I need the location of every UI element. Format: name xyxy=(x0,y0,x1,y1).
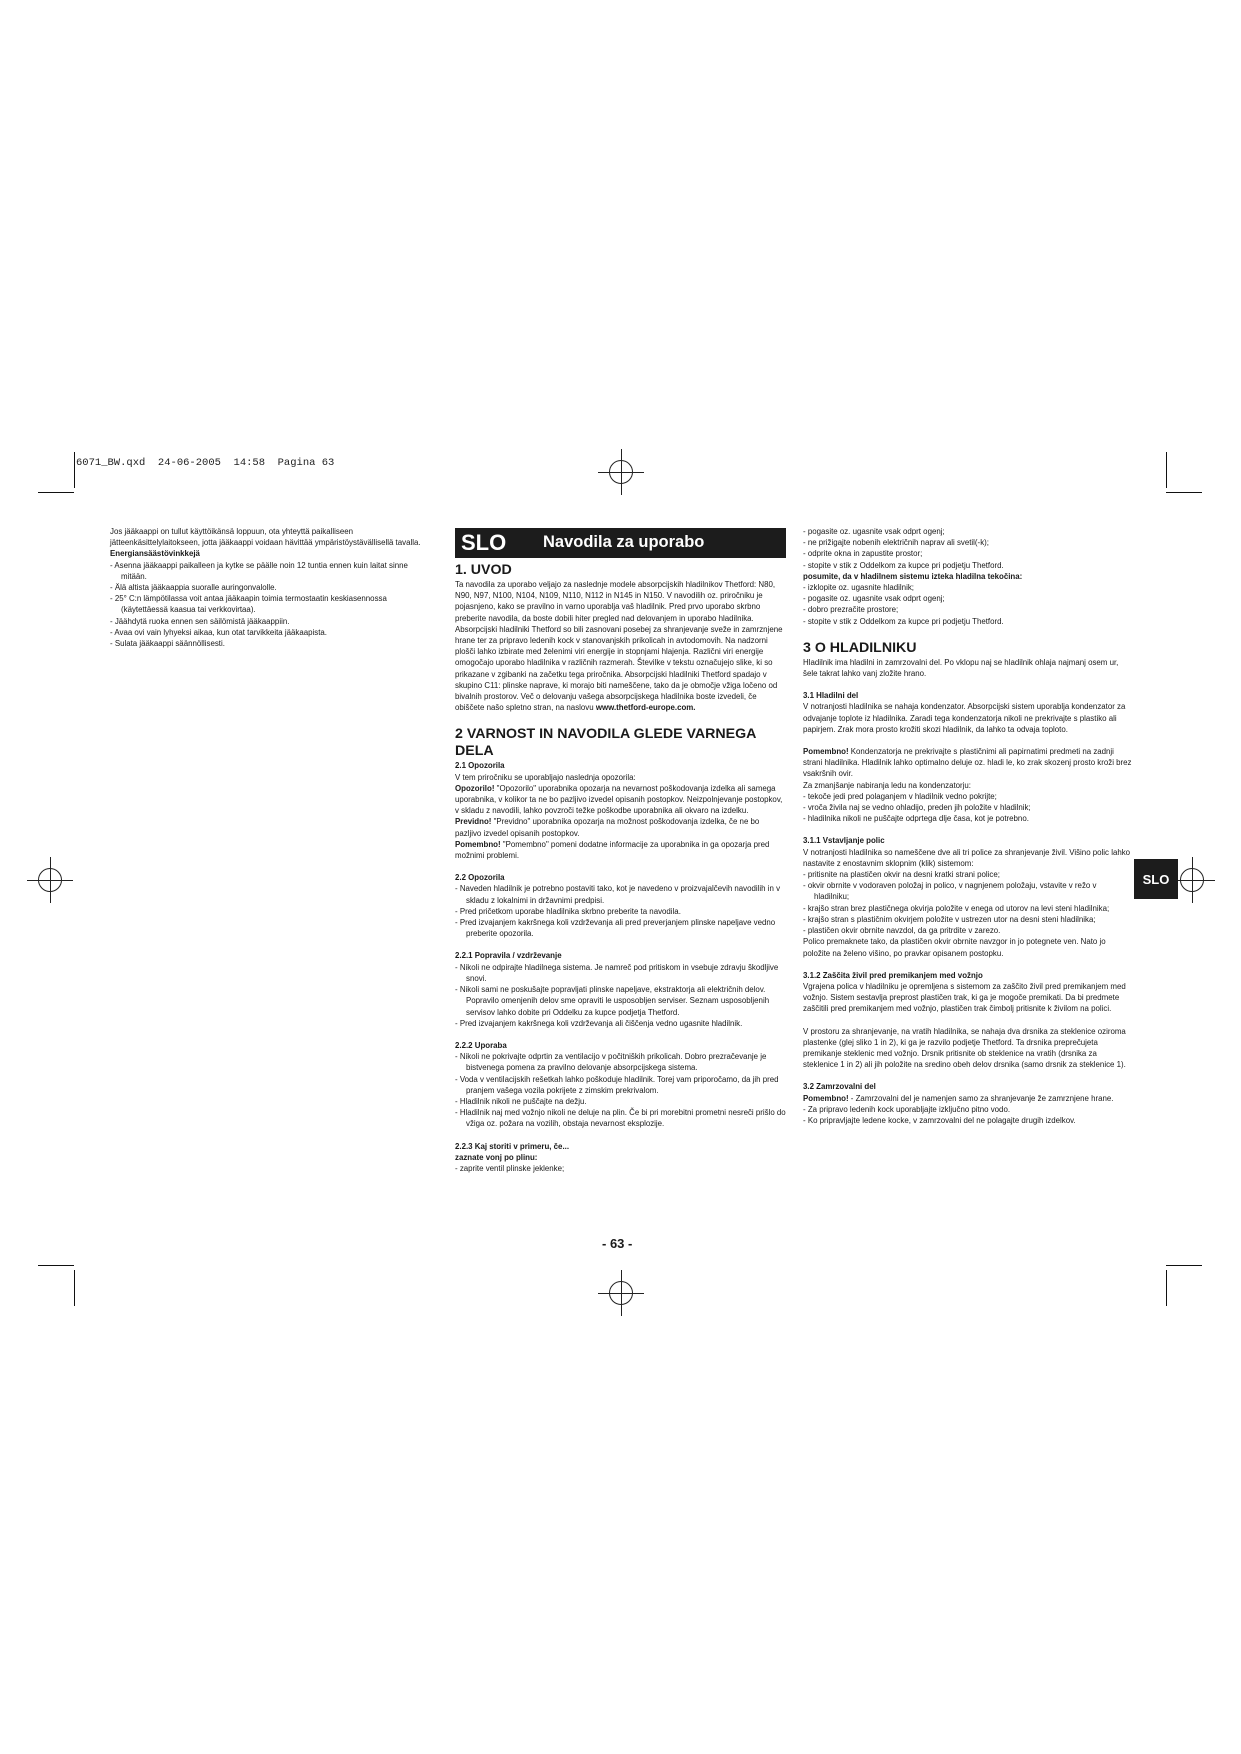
list-item: - tekoče jedi pred polaganjem v hladilnik vedno pokrijte; xyxy=(803,791,997,801)
subsection-title: 3.1 Hladilni del xyxy=(803,691,859,701)
section-title: 1. UVOD xyxy=(455,562,512,578)
list-item: - Pred izvajanjem kakršnega koli vzdrževanja ali čiščenja vedno ugasnite hladilnik. xyxy=(455,1018,743,1028)
list-item: - Za pripravo ledenih kock uporabljajte izključno pitno vodo. xyxy=(803,1104,1011,1114)
language-side-tab: SLO xyxy=(1134,859,1178,899)
list-item: - stopite v stik z Oddelkom za kupce pri podjetju Thetford. xyxy=(803,616,1004,626)
section-title: 2 VARNOST IN NAVODILA GLEDE VARNEGA DELA xyxy=(455,726,756,760)
paragraph: V tem priročniku se uporabljajo naslednja opozorila: xyxy=(455,772,636,782)
list-item: - hladilnika nikoli ne puščajte odprtega dlje časa, kot je potrebno. xyxy=(803,814,1029,824)
energy-tips-title: Energiansäästövinkkejä xyxy=(110,549,200,559)
important-text: - Zamrzovalni del je namenjen samo za shranjevanje že zamrznjene hrane. xyxy=(848,1093,1114,1103)
list-item: - krajšo stran brez plastičnega okvirja položite v enega od utorov na levi steni hladilnika; xyxy=(803,903,1110,913)
subsection-title: 2.2.2 Uporaba xyxy=(455,1040,507,1050)
right-column xyxy=(803,526,1132,1126)
crop-mark xyxy=(1166,1270,1167,1306)
subsection-title: 3.1.1 Vstavljanje polic xyxy=(803,836,885,846)
crop-mark xyxy=(74,452,75,488)
crop-mark xyxy=(38,1265,74,1266)
crop-mark xyxy=(38,492,74,493)
intro-text: Ta navodila za uporabo veljajo za naslednje modele absorpcijskih hladilnikov Thetford: N80, N90, N97, N100, N104, N109, N110, N112 in N145 in N150. V navodilih oz. priročniku je pojasnjeno, kako se pravilno in varno uporablja vaš hladilnik. Pred prvo uporabo skrbno preberite navodila, da boste dobili hiter pregled nad delovanjem in uporabo hladilnika. Absorpcijski hladilniki Thetford so bili zasnovani posebej za shranjevanje sveže in zamrznjene hrane ter za pripravo ledenih kock v stanovanjskih prikolicah in avtodomovih. Na nadzorni plošči lahko izbirate med želenimi viri energije in stopnjami hlajenja. Različni viri energije omogočajo uporabo hladilnika v različnih razmerah. Številke v tekstu označujejo slike, ki so prikazane v zgibanki na začetku tega priročnika. Absorpcijski hladilniki Thetford spadajo v skupino C11: plinske naprave, ki morajo biti nameščene, tako da je območje vžiga ločeno od bivalnih prostorov. Več o delovanju vašega absorpcijskega hladilnika boste izvedeli, če obiščete našo spletno stran, na naslovu xyxy=(455,580,783,713)
registration-mark xyxy=(38,868,62,892)
language-code: SLO xyxy=(461,530,507,556)
list-item: - dobro prezračite prostore; xyxy=(803,605,899,615)
subsection-subtitle: posumite, da v hladilnem sistemu izteka hladilna tekočina: xyxy=(803,571,1023,581)
paragraph: V notranjosti hladilnika so nameščene dve ali tri police za shranjevanje živil. Višino polic lahko nastavite z enostavnim sklopnim (klik) sistemom: xyxy=(803,847,1131,868)
caution-paragraph xyxy=(455,816,786,838)
paragraph: V notranjosti hladilnika se nahaja kondenzator. Absorpcijski sistem uporablja kondenzator za odvajanje toplote iz hladilnika. Zaradi tega kondenzatorja nikoli ne prekrivajte s plastiko ali papirjem. Zrak mora prosto krožiti skozi hladilnik, da lahko ta odvaja toploto. xyxy=(803,702,1126,734)
subsection-title: 2.2.3 Kaj storiti v primeru, če... xyxy=(455,1141,570,1151)
list-item: - pogasite oz. ugasnite vsak odprt ogenj; xyxy=(803,594,945,604)
warning-text: "Opozorilo" uporabnika opozarja na nevarnost poškodovanja izdelka ali samega uporabnika, v kolikor ta ne bo pazljivo izvedel opisanih postopkov. Neizpolnjevanje postopkov, v skladu z navodili, lahko povzroči težke poškodbe uporabnika ali okvaro na izdelku. xyxy=(455,783,783,816)
registration-mark xyxy=(1180,868,1204,892)
paragraph: V prostoru za shranjevanje, na vratih hladilnika, se nahaja dva drsnika za steklenice oziroma plastenke (glej sliko 1 in 2), ki ga je razvilo podjetje Thetford. Ta drsnika preprečujeta premikanje steklenic med vožnjo. Drsnik pritisnite ob steklenice na vratih (drsnika za steklenice 1 in 2) ali jih položite na sredino obeh delov drsnika (samo drsnik za steklenice 1). xyxy=(803,1026,1126,1070)
list-item: - okvir obrnite v vodoraven položaj in polico, v nagnjenem položaju, vstavite v režo v hladilniku; xyxy=(803,881,1097,902)
list-item: - ne prižigajte nobenih električnih naprav ali svetil(-k); xyxy=(803,538,989,548)
important-label: Pomembno! xyxy=(455,839,501,849)
manual-title: Navodila za uporabo xyxy=(543,533,705,552)
important-label: Pomembno! xyxy=(803,747,849,757)
important-paragraph xyxy=(455,839,786,861)
subsection-title: 2.1 Opozorila xyxy=(455,761,505,771)
subsection-title: 2.2.1 Popravila / vzdrževanje xyxy=(455,951,562,961)
registration-mark xyxy=(609,460,633,484)
website-link[interactable]: www.thetford-europe.com. xyxy=(595,703,696,713)
page-number: - 63 - xyxy=(602,1236,633,1251)
list-item: - plastičen okvir obrnite navzdol, da ga pritrdite v zarezo. xyxy=(803,926,1001,936)
list-item: - Pred pričetkom uporabe hladilnika skrbno preberite ta navodila. xyxy=(455,906,681,916)
list-item: - zaprite ventil plinske jeklenke; xyxy=(455,1163,565,1173)
crop-mark xyxy=(1166,492,1202,493)
important-text: Kondenzatorja ne prekrivajte s plastičnimi ali papirnatimi predmeti na zadnji strani hladilnika. Hladilnik lahko optimalno deluje oz. hladi le, ko zrak skozenj prosto kroži brez vsakršnih ovir. xyxy=(803,747,1132,779)
intro-paragraph xyxy=(455,579,786,713)
crop-mark xyxy=(1166,1265,1202,1266)
list-item: - Ko pripravljajte ledene kocke, v zamrzovalni del ne polagajte drugih izdelkov. xyxy=(803,1115,1076,1125)
warning-label: Opozorilo! xyxy=(455,783,495,793)
subsection-subtitle: zaznate vonj po plinu: xyxy=(455,1152,538,1162)
list-item: - pritisnite na plastičen okvir na desni kratki strani police; xyxy=(803,870,1000,880)
list-item: - Naveden hladilnik je potrebno postaviti tako, kot je navedeno v proizvajalčevih navodilih in v skladu z lokalnimi in državnimi predpisi. xyxy=(455,884,781,905)
list-item: - Hladilnik nikoli ne puščajte na dežju. xyxy=(455,1096,587,1106)
list-item: - Nikoli ne odpirajte hladilnega sistema. Je namreč pod pritiskom in vsebuje zdravju škodljive snovi. xyxy=(455,962,779,983)
list-item: - Sulata jääkaappi säännöllisesti. xyxy=(110,639,225,649)
list-item: - Voda v ventilacijskih rešetkah lahko poškoduje hladilnik. Torej vam priporočamo, da jih pred pranjem vašega vozila pokrijete z zimskim prekrivalom. xyxy=(455,1074,779,1095)
section-title: 3 O HLADILNIKU xyxy=(803,639,917,656)
warning-paragraph xyxy=(455,783,786,817)
caution-text: "Previdno" uporabnika opozarja na možnost poškodovanja izdelka, če ne bo pazljivo izvedel opisanih postopkov. xyxy=(455,817,760,838)
list-item: - Jäähdytä ruoka ennen sen säilömistä jääkaappiin. xyxy=(110,616,290,626)
list-item: - Avaa ovi vain lyhyeksi aikaa, kun otat tarvikkeita jääkaapista. xyxy=(110,627,327,637)
important-paragraph xyxy=(803,746,1132,780)
list-item: - Asenna jääkaappi paikalleen ja kytke se päälle noin 12 tuntia ennen kuin laitat sinne mitään. xyxy=(110,560,408,581)
list-item: - Pred izvajanjem kakršnega koli vzdrževanja ali pred preverjanjem plinske napeljave vedno preberite opozorila. xyxy=(455,918,776,939)
list-item: - krajšo stran s plastičnim okvirjem položite v ustrezen utor na desni steni hladilnika; xyxy=(803,914,1096,924)
crop-mark xyxy=(1166,452,1167,488)
section-banner xyxy=(455,528,786,558)
list-item: - Hladilnik naj med vožnjo nikoli ne deluje na plin. Če bi pri morebitni prometni nesreči prišlo do vžiga oz. požara na vozilih, obstaja nevarnost eksplozije. xyxy=(455,1108,786,1129)
list-item: - 25° C:n lämpötilassa voit antaa jääkaapin toimia termostaatin keskiasennossa (käytettäessä kaasua tai verkkovirtaa). xyxy=(110,594,387,615)
list-item: - izklopite oz. ugasnite hladilnik; xyxy=(803,583,914,593)
list-item: - pogasite oz. ugasnite vsak odprt ogenj; xyxy=(803,527,945,536)
important-label: Pomembno! xyxy=(803,1093,849,1103)
paragraph: Za zmanjšanje nabiranja ledu na kondenzatorju: xyxy=(803,780,972,790)
subsection-title: 2.2 Opozorila xyxy=(455,873,505,883)
list-item: - stopite v stik z Oddelkom za kupce pri podjetju Thetford. xyxy=(803,560,1004,570)
registration-mark xyxy=(609,1281,633,1305)
paragraph: Hladilnik ima hladilni in zamrzovalni del. Po vklopu naj se hladilnik ohlaja najmanj osem ur, šele takrat lahko vanj zložite hrano. xyxy=(803,657,1119,679)
crop-mark xyxy=(74,1270,75,1306)
paragraph: Polico premaknete tako, da plastičen okvir obrnite navzgor in jo potegnete ven. Nato jo položite na želeno višino, po pravkar opisanem postopku. xyxy=(803,937,1106,958)
list-item: - odprite okna in zapustite prostor; xyxy=(803,549,923,559)
paragraph: Vgrajena polica v hladilniku je opremljena s sistemom za zaščito živil pred premikanjem med vožnjo. Sistem sestavlja preprost plastičen trak, ki ga je mogoče premikati. Da bi predmete zaščitili pred premikanjem med vožnjo, plastičen trak čimbolj pritisnite k živilom na polici. xyxy=(803,981,1126,1014)
important-paragraph xyxy=(803,1093,1132,1104)
disposal-paragraph: Jos jääkaappi on tullut käyttöikänsä loppuun, ota yhteyttä paikalliseen jätteenkäsittelylaitokseen, jotta jääkaappi voidaan hävittää ympäristöystävällisellä tavalla. xyxy=(110,527,421,548)
list-item: - vroča živila naj se vedno ohladijo, preden jih položite v hladilnik; xyxy=(803,803,1031,813)
left-column xyxy=(110,526,426,649)
subsection-title: 3.2 Zamrzovalni del xyxy=(803,1082,876,1092)
list-item: - Nikoli sami ne poskušajte popravljati plinske napeljave, ekstraktorja ali električnih delov. Popravilo omenjenih delov sme opraviti le usposobljen serviser. Seznam usposobljenih servisov lahko dobite pri Oddelku za kupce podjetja Thetford. xyxy=(455,985,770,1017)
list-item: - Älä altista jääkaappia suoralle auringonvalolle. xyxy=(110,583,277,593)
middle-column xyxy=(455,528,786,1174)
file-slug: 6071_BW.qxd 24-06-2005 14:58 Pagina 63 xyxy=(76,457,335,469)
subsection-title: 3.1.2 Zaščita živil pred premikanjem med vožnjo xyxy=(803,970,983,980)
caution-label: Previdno! xyxy=(455,817,492,827)
list-item: - Nikoli ne pokrivajte odprtin za ventilacijo v počitniških prikolicah. Dobro prezračevanje je bistvenega pomena za pravilno delovanje absorpcijskega sistema. xyxy=(455,1052,767,1073)
important-text: "Pomembno" pomeni dodatne informacije za uporabnika in ga opozarja pred možnimi problemi. xyxy=(455,839,770,861)
